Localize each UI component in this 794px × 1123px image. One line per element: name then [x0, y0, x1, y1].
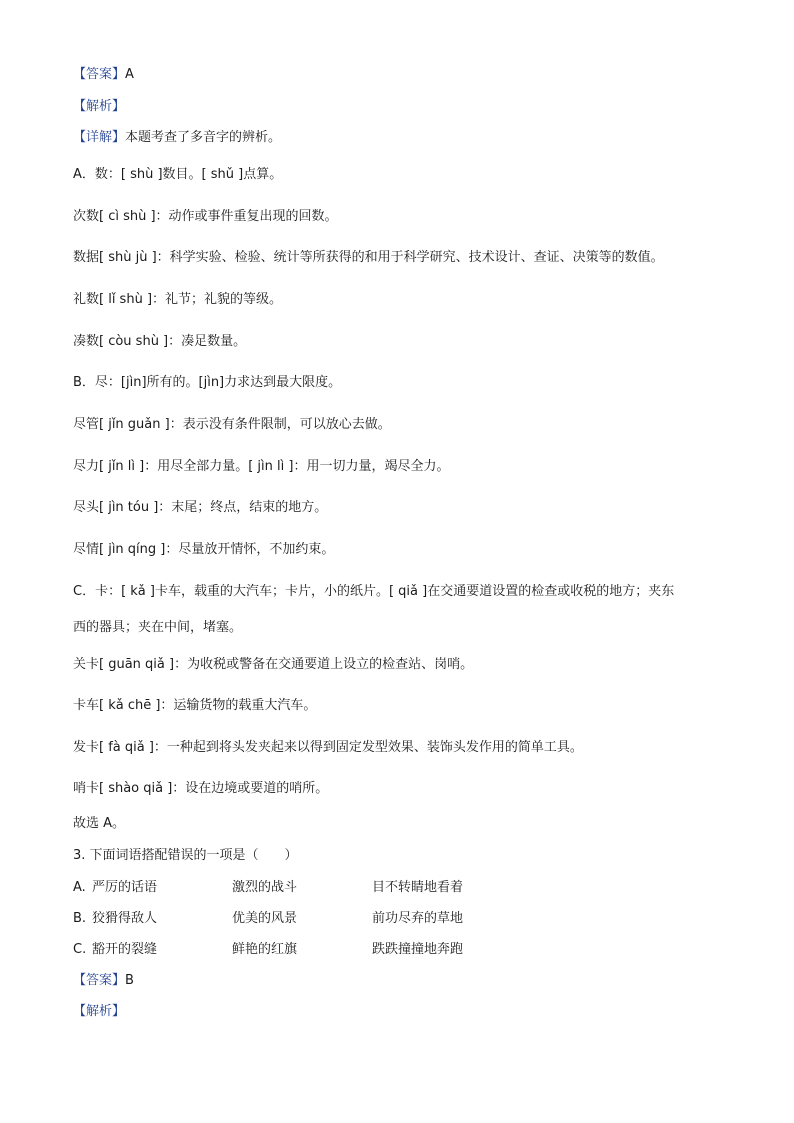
text-line: 卡车[ kǎ chē ]：运输货物的载重大汽车。: [73, 698, 317, 713]
option-item: 鲜艳的红旗: [232, 942, 298, 957]
answer-label: 【答案】: [73, 67, 126, 82]
detail-text: 本题考查了多音字的辨析。: [125, 130, 282, 145]
text-line: 西的器具；夹在中间，堵塞。: [73, 620, 243, 635]
analysis-label: 【解析】: [73, 99, 126, 114]
text-line: C．卡：[ kǎ ]卡车，载重的大汽车；卡片，小的纸片。[ qiǎ ]在交通要道设置的检查或收税的地方；夹东: [73, 584, 675, 599]
option-item: 目不转睛地看着: [372, 880, 464, 895]
question-stem: 3. 下面词语搭配错误的一项是（ ）: [73, 848, 298, 863]
text-line: 尽情[ jìn qíng ]：尽量放开情怀，不加约束。: [73, 542, 335, 557]
answer-value: B: [125, 973, 134, 988]
text-line: 故选 A。: [73, 816, 126, 831]
answer-value: A: [125, 67, 134, 82]
answer-line-2: [73, 972, 134, 990]
text-line: 尽管[ jǐn guǎn ]：表示没有条件限制，可以放心去做。: [73, 417, 391, 432]
detail-label: 【详解】: [73, 130, 126, 145]
option-item: 前功尽弃的草地: [372, 911, 464, 926]
text-line: 关卡[ guān qiǎ ]：为收税或警备在交通要道上设立的检查站、岗哨。: [73, 657, 474, 672]
text-line: 次数[ cì shù ]：动作或事件重复出现的回数。: [73, 209, 338, 224]
answer-line: [73, 66, 134, 84]
text-line: 尽头[ jìn tóu ]：末尾；终点，结束的地方。: [73, 500, 328, 515]
text-line: A．数：[ shù ]数目。[ shǔ ]点算。: [73, 167, 283, 182]
answer-label: 【答案】: [73, 973, 126, 988]
option-label: C.: [73, 942, 87, 957]
option-item: 严厉的话语: [92, 880, 158, 895]
option-item: 优美的风景: [232, 911, 298, 926]
text-line: 数据[ shù jù ]：科学实验、检验、统计等所获得的和用于科学研究、技术设计、查证、决策等的数值。: [73, 250, 664, 265]
text-line: 凑数[ còu shù ]：凑足数量。: [73, 334, 247, 349]
text-line: 尽力[ jǐn lì ]：用尽全部力量。[ jìn lì ]：用一切力量，竭尽全力。: [73, 459, 450, 474]
option-item: 狡猾得敌人: [92, 911, 158, 926]
text-line: 礼数[ lǐ shù ]：礼节；礼貌的等级。: [73, 292, 283, 307]
option-label: B.: [73, 911, 87, 926]
option-label: A.: [73, 880, 86, 895]
analysis-label-2: 【解析】: [73, 1004, 126, 1019]
text-line: 哨卡[ shào qiǎ ]：设在边境或要道的哨所。: [73, 781, 329, 796]
option-item: 豁开的裂缝: [92, 942, 158, 957]
text-line: 发卡[ fà qiǎ ]：一种起到将头发夹起来以得到固定发型效果、装饰头发作用的简单工具。: [73, 740, 583, 755]
option-item: 激烈的战斗: [232, 880, 298, 895]
option-item: 跌跌撞撞地奔跑: [372, 942, 464, 957]
detail-line: [73, 129, 281, 147]
text-line: B．尽：[jìn]所有的。[jìn]力求达到最大限度。: [73, 375, 342, 390]
